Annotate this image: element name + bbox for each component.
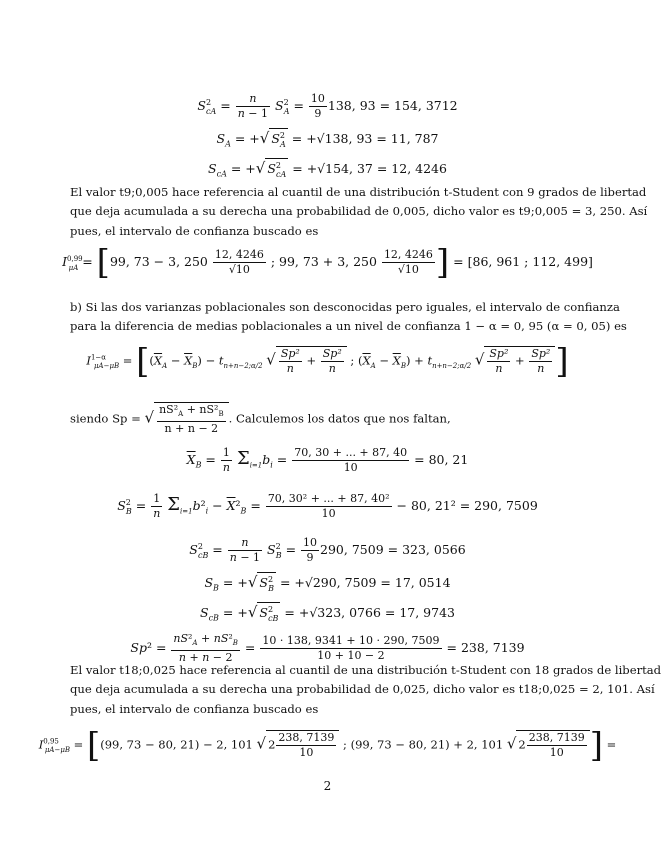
eq7-result: − 80, 21² = 290, 7509 [396, 498, 538, 513]
text-line: para la diferencia de medias poblacionales a un nivel de confianza 1 − α = 0, 95 (α = 0, 05) es [70, 319, 627, 334]
eq2-result: = +√138, 93 = 11, 787 [291, 131, 439, 147]
eq4-frac-num: 12, 4246 [214, 248, 264, 261]
eq6-num: 70, 30 + ... + 87, 40 [294, 446, 408, 459]
eq11-den: 10 + 10 − 2 [317, 649, 385, 663]
sp-suffix: . Calculemos los datos que nos faltan, [228, 411, 451, 426]
eq4-frac-den-2: √10 [397, 263, 419, 276]
eq12-frac-den: 10 [299, 746, 314, 759]
eq4-left: 99, 73 − 3, 250 [109, 254, 208, 269]
equation-scB-squared: $S^2_{cB}$ = $\frac{n}{n - 1}$ $S^2_B$ = $\frac{10}{9}$ 290, 7509 = 323, 0566 [189, 536, 466, 564]
eq4-result: = [86, 961 ; 112, 499] [453, 254, 593, 269]
eq3-result: = +√154, 37 = 12, 4246 [292, 161, 447, 177]
paragraph-b [70, 298, 627, 337]
equation-scA-squared: $S^2_{cA}$ = $\frac{n}{n - 1}$ $S^2_A$ = $\frac{10}{9}$ 138, 93 = 154, 3712 [197, 92, 458, 120]
text-line: pues, el intervalo de confianza buscado es [70, 701, 319, 716]
eq1-result: 138, 93 = 154, 3712 [327, 98, 458, 113]
eq10-result: = +√323, 0766 = 17, 9743 [284, 605, 455, 621]
eq11-result: = 238, 7139 [446, 640, 525, 656]
eq7-num: 70, 30² + ... + 87, 40² [267, 492, 390, 505]
eq8-result: 290, 7509 = 323, 0566 [320, 542, 466, 557]
eq12-frac-num-2: 238, 7139 [528, 731, 585, 744]
equation-ci-95: I$^{0,95}_{\mu A-\mu B}$ = [(99, 73 − 80, 21) − 2, 101 √ 2 $\frac{238, 7139}{10}$ ; (99, 73 − 80, 21) + 2, 101 √ 2 $\frac{238, 7139}{10}$ ] = [38, 725, 617, 766]
eq11-num: 10 · 138, 9341 + 10 · 290, 7509 [262, 634, 440, 648]
eq12-frac-den-2: 10 [549, 746, 564, 759]
page-number: 2 [323, 779, 332, 793]
text-line: pues, el intervalo de confianza buscado es [70, 223, 319, 238]
eq12-mid: ; (99, 73 − 80, 21) + 2, 101 [343, 737, 504, 752]
text-line: El valor t9;0,005 hace referencia al cuantil de una distribución t-Student con 9 grados de libertad [70, 185, 647, 199]
eq4-frac-den: √10 [228, 263, 250, 276]
sp-prefix: siendo Sp = [70, 411, 141, 426]
eq12-frac-num: 238, 7139 [278, 731, 335, 744]
paragraph-t18 [70, 661, 661, 719]
equation-sB-squared: $S^2_B$ = $\frac{1}{n}$ $\Sigma_{i=1}b^2_i - \overline{X}^2_B$ = $\frac{\text{70, 30² + ... + 87, 40²}}{10}$ − 80, 21² = 290, 7509 [117, 492, 538, 520]
eq6-den: 10 [343, 461, 358, 474]
eq7-den: 10 [321, 507, 336, 520]
equation-sp-squared: Sp² = $\frac{nS^2_A + nS^2_B}{n + n - 2}$ = $\frac{10 \cdot 138, 9341 + 10 \cdot 290, 7509}{10 + 10 - 2}$ = 238, 7139 [130, 632, 525, 665]
paragraph-sp: siendo Sp = √ $\frac{nS^2_A + nS^2_B}{n + n - 2}$ . Calculemos los datos que nos faltan, [70, 403, 451, 436]
eq6-result: = 80, 21 [414, 452, 469, 467]
eq4-frac-num-2: 12, 4246 [383, 248, 433, 261]
eq9-result: = +√290, 7509 = 17, 0514 [279, 575, 451, 591]
text-line: b) Si las dos varianzas poblacionales son desconocidas pero iguales, el intervalo de confianza [70, 300, 620, 314]
eq12-left: (99, 73 − 80, 21) − 2, 101 [100, 737, 253, 752]
equation-ci-formula: $I^{1-\alpha}_{\mu A-\mu B} = [(\overline{X}_A - \overline{X}_B) - t_{n+n-2;\alpha/2}$ √ $\frac{\text{Sp²}}{n}$ + $\frac{\text{Sp²}}{n}$ ; $(\overline{X}_A - \overline{X}_B) + t_{n+n-2;\alpha/2}$ √ $\frac{\text{Sp²}}{n}$ + $\frac{\text{Sp²}}{n}$ ] [86, 341, 569, 382]
equation-ci-99: I$^{0,99}_{\mu A}$ = [99, 73 − 3, 250 $\frac{12, 4246}{√10}$ ; 99, 73 + 3, 250 $\frac{12, 4246}{√10}$ ] = [86, 961 ; 112, 499] [62, 242, 593, 283]
equation-xB: $\overline{X}_B$ = $\frac{1}{n}$ $\Sigma_{i=1}b_i$ = $\frac{70, 30 + ... + 87, 40}{10}$ = 80, 21 [186, 446, 469, 474]
equation-sB: $S_B$ = +√ $S^2_B = +√290$, 7509 = 17, 0514 [0, 572, 655, 596]
paragraph-t9 [70, 183, 648, 241]
equation-sA: $S_A$ = +√ $S^2_A = +√138$, 93 = 11, 787 [0, 128, 655, 152]
text-line: que deja acumulada a su derecha una probabilidad de 0,025, dicho valor es t18;0,025 = 2, 101. Así [70, 682, 655, 697]
text-line: que deja acumulada a su derecha una probabilidad de 0,005, dicho valor es t9;0,005 = 3, 250. Así [70, 204, 648, 219]
equation-scA: $S_{cA}$ = +√ $S^2_{cA} = +√154$, 37 = 12, 4246 [0, 158, 655, 182]
equation-scB: $S_{cB}$ = +√ $S^2_{cB} = +√323$, 0766 = 17, 9743 [0, 602, 655, 626]
eq4-mid: ; 99, 73 + 3, 250 [270, 254, 377, 269]
text-line: El valor t18;0,025 hace referencia al cuantil de una distribución t-Student con 18 grados de libertad [70, 663, 661, 677]
